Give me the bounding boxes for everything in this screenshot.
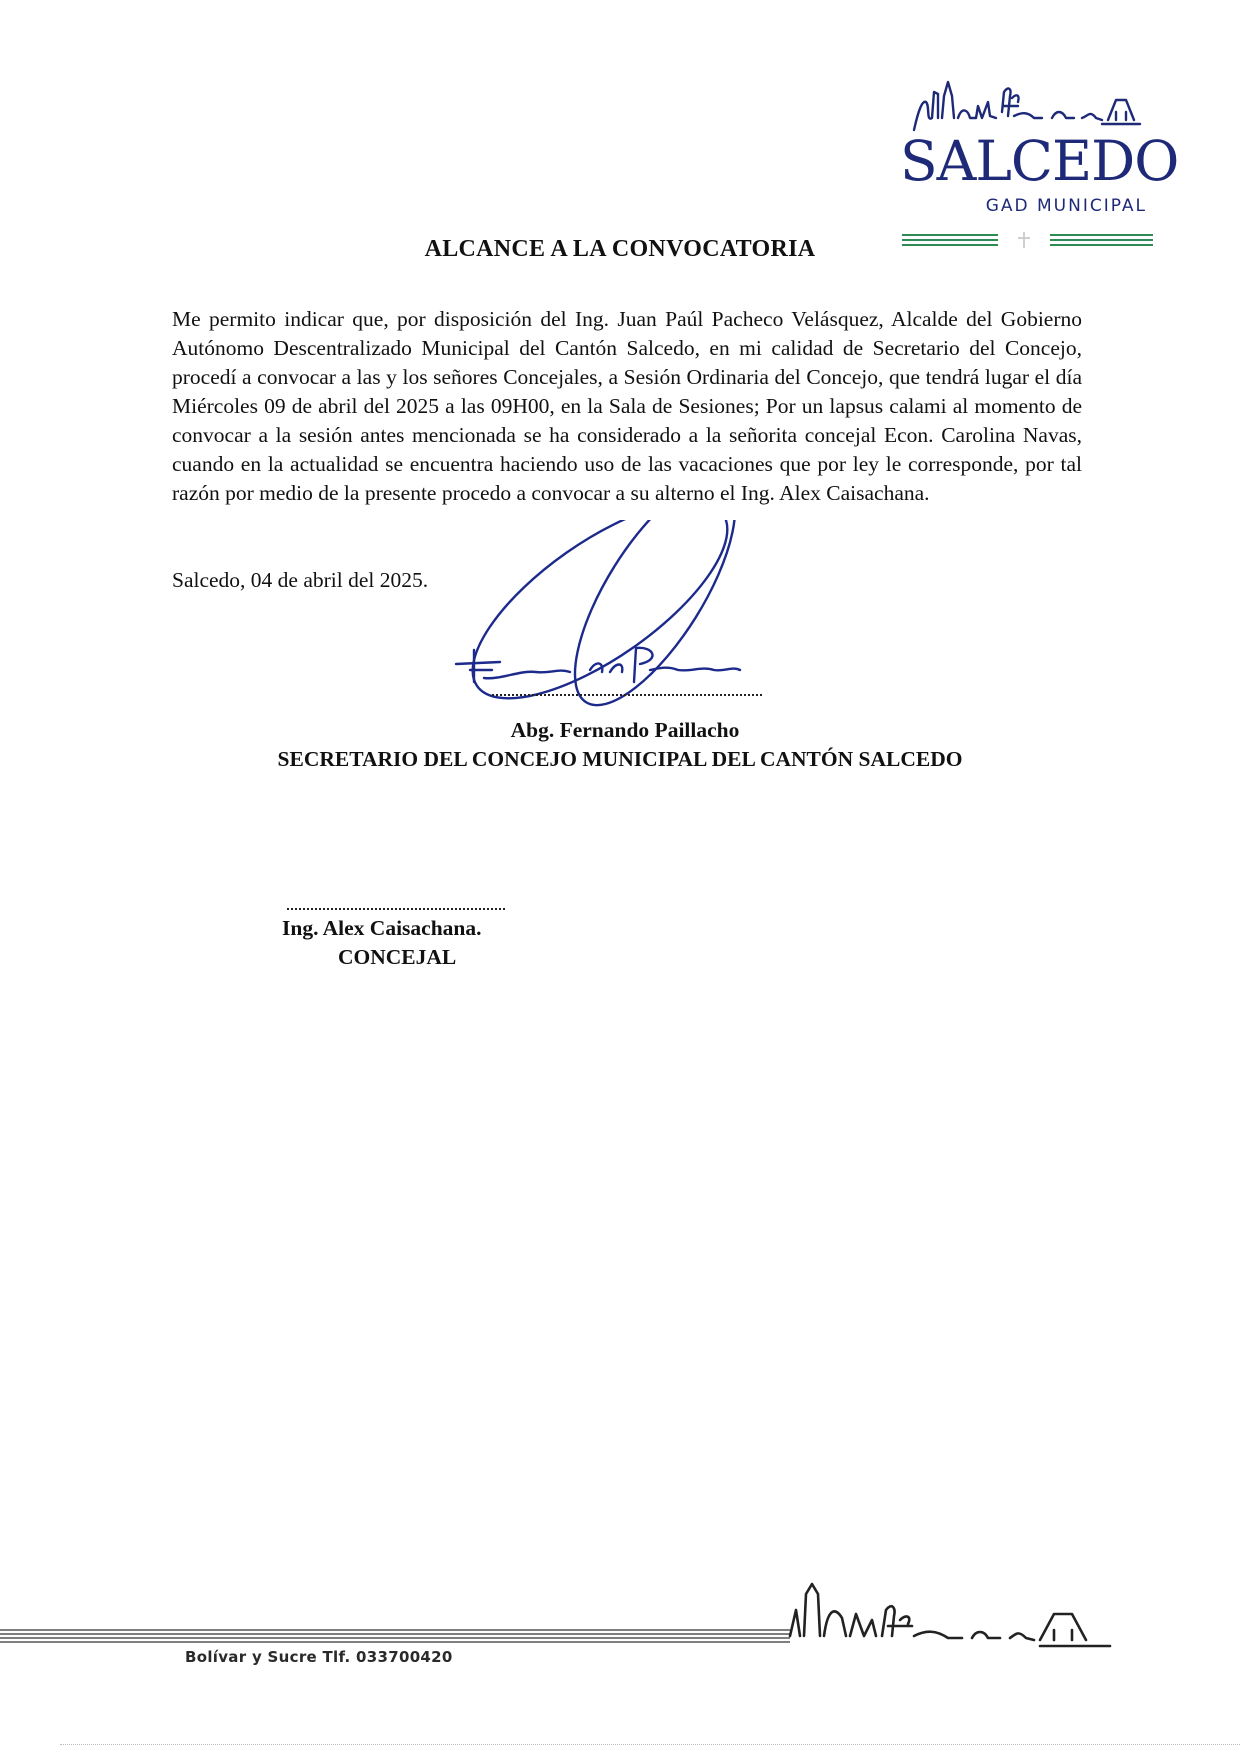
- footer-skyline-icon: [0, 1580, 1240, 1700]
- signatory-2-role: CONCEJAL: [338, 945, 457, 969]
- logo-brand: SALCEDO: [900, 129, 1179, 193]
- logo-subtitle: GAD MUNICIPAL: [985, 196, 1147, 216]
- signatory-name-text: Abg. Fernando Paillacho: [510, 718, 740, 742]
- date-line: Salcedo, 04 de abril del 2025.: [172, 568, 429, 592]
- signature-line-2: [287, 908, 505, 910]
- municipal-logo: [900, 72, 1179, 262]
- handwritten-signature: [440, 520, 800, 720]
- signatory-role: SECRETARIO DEL CONCEJO MUNICIPAL DEL CANTÓN SALCEDO: [277, 747, 963, 771]
- footer-address: Bolívar y Sucre Tlf. 033700420: [185, 1648, 453, 1666]
- signatory-2-name: Ing. Alex Caisachana.: [282, 916, 482, 940]
- signature-line: [492, 694, 762, 696]
- document-title: ALCANCE A LA CONVOCATORIA: [424, 236, 816, 262]
- body-paragraph: Me permito indicar que, por disposición del Ing. Juan Paúl Pacheco Velásquez, Alcalde del Gobierno Autónomo Descentralizado Municipal del Cantón Salcedo, en mi calidad de Secretario del Concejo, procedí a convocar a las y los señores Concejales, a Sesión Ordinaria del Concejo, que tendrá lugar el día Miércoles 09 de abril del 2025 a las 09H00, en la Sala de Sesiones; Por un lapsus calami al momento de convocar a la sesión antes mencionada se ha considerado a la señorita concejal Econ. Carolina Navas, cuando en la actualidad se encuentra haciendo uso de las vacaciones que por ley le corresponde, por tal razón por medio de la presente procedo a convocar a su alterno el Ing. Alex Caisachana.: [172, 307, 1082, 505]
- scan-edge-line: [60, 1744, 1240, 1745]
- signatory-name: [0, 718, 1240, 743]
